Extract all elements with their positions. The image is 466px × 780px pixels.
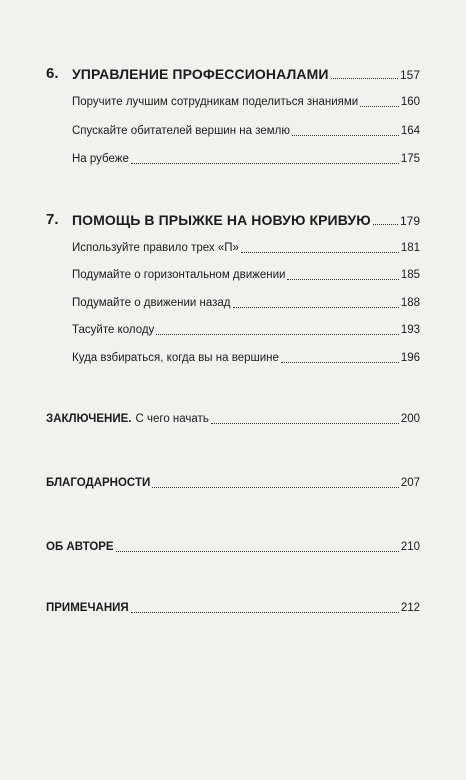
item-title: Тасуйте колоду <box>72 324 155 336</box>
dot-leader <box>131 162 399 164</box>
toc-chapter-6 <box>46 66 420 81</box>
dot-leader <box>156 333 399 335</box>
toc-item <box>72 154 420 166</box>
toc-item <box>72 126 420 138</box>
section-title: БЛАГОДАРНОСТИ <box>46 477 151 489</box>
page-number: 164 <box>400 125 420 137</box>
dot-leader <box>233 306 399 308</box>
chapter-title: ПОМОЩЬ В ПРЫЖКЕ НА НОВУЮ КРИВУЮ <box>72 212 371 228</box>
toc-acknowledgements <box>46 478 420 490</box>
dot-leader <box>241 251 399 253</box>
dot-leader <box>373 223 398 225</box>
toc-chapter-7 <box>46 212 420 227</box>
page-number: 212 <box>400 602 420 614</box>
section-title: ОБ АВТОРЕ <box>46 541 114 553</box>
page-number: 210 <box>400 541 420 553</box>
item-title: Поручите лучшим сотрудникам поделиться знаниями <box>72 96 359 108</box>
dot-leader <box>331 77 398 79</box>
item-title: Используйте правило трех «П» <box>72 242 239 254</box>
section-title: ЗАКЛЮЧЕНИЕ. <box>46 413 132 425</box>
toc-item <box>72 353 420 365</box>
dot-leader <box>152 486 399 488</box>
page-number: 157 <box>399 68 420 82</box>
dot-leader <box>131 611 399 613</box>
item-title: Куда взбираться, когда вы на вершине <box>72 352 279 364</box>
page-number: 181 <box>400 242 420 254</box>
page-number: 200 <box>400 413 420 425</box>
page-number: 207 <box>400 477 420 489</box>
page-number: 193 <box>400 324 420 336</box>
page-number: 175 <box>400 153 420 165</box>
toc-about-author <box>46 542 420 554</box>
toc-item <box>72 298 420 310</box>
dot-leader <box>281 361 399 363</box>
toc-conclusion <box>46 414 420 426</box>
dot-leader <box>211 422 399 424</box>
toc-item <box>72 97 420 109</box>
page-number: 179 <box>399 214 420 228</box>
section-subtitle: С чего начать <box>135 413 209 425</box>
chapter-title: УПРАВЛЕНИЕ ПРОФЕССИОНАЛАМИ <box>72 66 329 82</box>
item-title: Подумайте о горизонтальном движении <box>72 269 286 281</box>
page-number: 185 <box>400 269 420 281</box>
dot-leader <box>287 278 398 280</box>
toc-item <box>72 243 420 255</box>
page-number: 196 <box>400 352 420 364</box>
item-title: На рубеже <box>72 153 129 165</box>
dot-leader <box>116 550 399 552</box>
item-title: Подумайте о движении назад <box>72 297 231 309</box>
section-title: ПРИМЕЧАНИЯ <box>46 602 129 614</box>
toc-item <box>72 270 420 282</box>
page-number: 188 <box>400 297 420 309</box>
chapter-number: 7. <box>46 211 59 228</box>
chapter-number: 6. <box>46 65 59 82</box>
dot-leader <box>292 134 399 136</box>
page-number: 160 <box>400 96 420 108</box>
dot-leader <box>360 105 399 107</box>
item-title: Спускайте обитателей вершин на землю <box>72 125 290 137</box>
toc-notes <box>46 603 420 615</box>
toc-item <box>72 325 420 337</box>
